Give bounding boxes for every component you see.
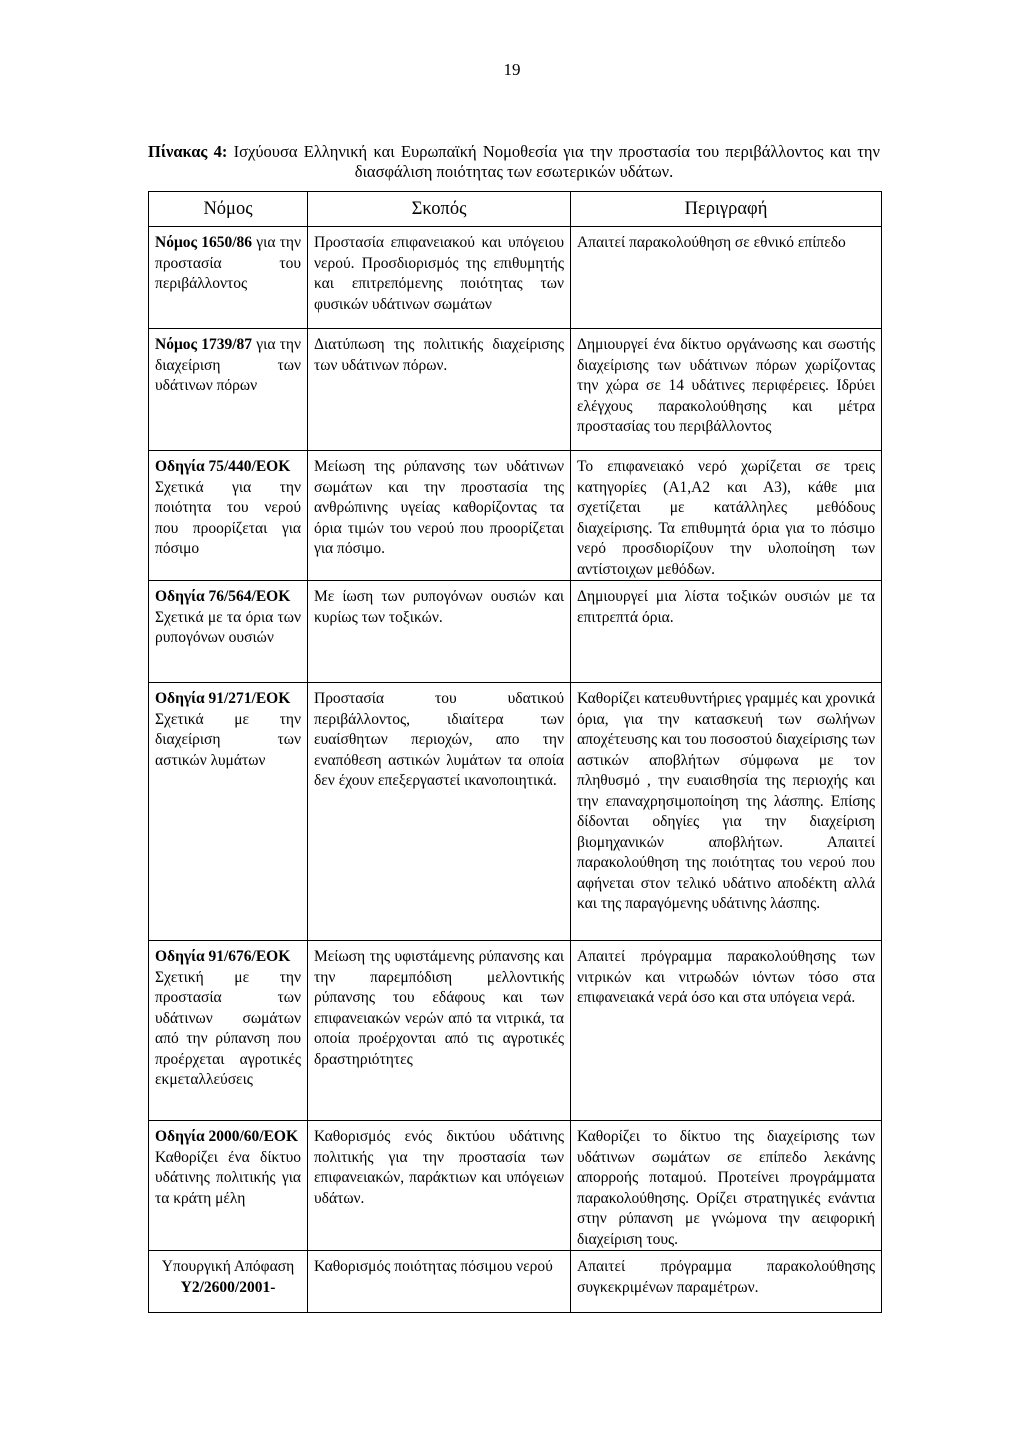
description-cell: Δημιουργεί ένα δίκτυο οργάνωσης και σωστής διαχείρισης των υδάτινων πόρων χωρίζοντας την χώρα σε 14 υδάτινες περιφέρειες. Ιδρύει ελέγχους παρακολούθησης και μέτρα προστασίας του περιβάλλοντος — [571, 329, 882, 451]
law-cell — [149, 451, 308, 581]
table-row — [149, 227, 882, 329]
description-cell: Απαιτεί πρόγραμμα παρακολούθησης συγκεκριμένων παραμέτρων. — [571, 1251, 882, 1313]
law-subject: Καθορίζει ένα δίκτυο υδάτινης πολιτικής για τα κράτη μέλη — [155, 1148, 301, 1207]
law-subject: Σχετική με την προστασία των υδάτινων σωμάτων από την ρύπανση που προέρχεται αγροτικές εκμεταλλεύσεις — [155, 968, 301, 1088]
purpose-cell: Μείωση της υφιστάμενης ρύπανσης και την παρεμπόδιση μελλοντικής ρύπανσης του εδάφους και των επιφανειακών νερών από τα νιτρικά, τα οποία προέρχονται από τις αγροτικές δραστηριότητες — [308, 941, 571, 1121]
table-row — [149, 451, 882, 581]
law-subject: Σχετικά με την διαχείριση των αστικών λυμάτων — [155, 710, 301, 769]
description-cell: Καθορίζει το δίκτυο της διαχείρισης των υδάτινων σωμάτων σε επίπεδο λεκάνης απορροής ποταμού. Προτείνει προγράμματα παρακολούθησης. Ορίζει στρατηγικές ενάντια στην ρύπανση με γνώμονα την αειφορική διαχείριση τους. — [571, 1121, 882, 1251]
law-cell — [149, 227, 308, 329]
purpose-cell: Διατύπωση της πολιτικής διαχείρισης των υδάτινων πόρων. — [308, 329, 571, 451]
law-cell — [149, 1121, 308, 1251]
description-cell: Απαιτεί παρακολούθηση σε εθνικό επίπεδο — [571, 227, 882, 329]
law-subject: Σχετικά για την ποιότητα του νερού που προορίζεται για πόσιμο — [155, 478, 301, 557]
purpose-cell: Με ίωση των ρυπογόνων ουσιών και κυρίως των τοξικών. — [308, 581, 571, 683]
purpose-cell: Προστασία επιφανειακού και υπόγειου νερού. Προσδιορισμός της επιθυμητής και επιτρεπόμενης ποιότητας των φυσικών υδάτινων σωμάτων — [308, 227, 571, 329]
law-title: Νόμος 1739/87 — [155, 336, 253, 353]
description-cell: Καθορίζει κατευθυντήριες γραμμές και χρονικά όρια, για την κατασκευή των σωλήνων αποχέτευσης και του ποσοστού διαχείρισης των αστικών αποβλήτων σύμφωνα με τον πληθυσμό , την ευαισθησία της περιοχής και την επαναχρησιμοποίηση της λάσπης. Επίσης δίδονται οδηγίες για την διαχείριση βιομηχανικών αποβλήτων. Απαιτεί παρακολούθηση της ποιότητας του νερού που αφήνεται στον τελικό υδάτινο αποδέκτη αλλά και της παραγόμενης υδάτινης λάσπης. — [571, 683, 882, 941]
law-cell — [149, 941, 308, 1121]
table-caption — [148, 142, 880, 182]
law-cell — [149, 581, 308, 683]
table-row — [149, 1121, 882, 1251]
table-row — [149, 329, 882, 451]
description-cell: Απαιτεί πρόγραμμα παρακολούθησης των νιτρικών και νιτρωδών ιόντων τόσο στα επιφανειακά νερά όσο και στα υπόγεια νερά. — [571, 941, 882, 1121]
purpose-cell: Μείωση της ρύπανσης των υδάτινων σωμάτων και την προστασία της ανθρώπινης υγείας καθορίζοντας τα όρια τιμών του νερού που προορίζεται για πόσιμο. — [308, 451, 571, 581]
header-purpose: Σκοπός — [308, 192, 571, 227]
law-title: Οδηγία 75/440/ΕΟΚ — [155, 458, 291, 475]
description-cell: Το επιφανειακό νερό χωρίζεται σε τρεις κατηγορίες (Α1,Α2 και Α3), κάθε μια σχετίζεται με κατάλληλες μεθόδους διαχείρισης. Τα επιθυμητά όρια για το πόσιμο νερό προσδιορίζουν την υλοποίηση των αντίστοιχων μεθόδων. — [571, 451, 882, 581]
law-cell — [149, 329, 308, 451]
purpose-cell: Καθορισμός ποιότητας πόσιμου νερού — [308, 1251, 571, 1313]
law-cell — [149, 683, 308, 941]
header-description: Περιγραφή — [571, 192, 882, 227]
law-subject: Σχετικά με τα όρια των ρυπογόνων ουσιών — [155, 608, 301, 646]
purpose-cell: Προστασία του υδατικού περιβάλλοντος, ιδιαίτερα των ευαίσθητων περιοχών, απο την εναπόθεση αστικών λυμάτων τα οποία δεν έχουν επεξεργαστεί ικανοποιητικά. — [308, 683, 571, 941]
law-subject: για την διαχείριση των υδάτινων πόρων — [155, 336, 302, 394]
table-row — [149, 581, 882, 683]
law-title: Οδηγία 76/564/ΕΟΚ — [155, 588, 291, 605]
header-law: Νόμος — [149, 192, 308, 227]
law-type: Υπουργική Απόφαση — [161, 1258, 295, 1275]
table-header-row — [149, 192, 882, 227]
table-row — [149, 1251, 882, 1313]
law-cell — [149, 1251, 308, 1313]
law-title: Υ2/2600/2001- — [180, 1278, 276, 1296]
legislation-table — [148, 191, 882, 1313]
law-title: Οδηγία 2000/60/ΕΟΚ — [155, 1128, 299, 1145]
purpose-cell: Καθορισμός ενός δικτύου υδάτινης πολιτικής για την προστασία των επιφανειακών, παράκτιων και υπόγειων υδάτων. — [308, 1121, 571, 1251]
description-cell: Δημιουργεί μια λίστα τοξικών ουσιών με τα επιτρεπτά όρια. — [571, 581, 882, 683]
table-row — [149, 941, 882, 1121]
page-number: 19 — [503, 60, 521, 79]
law-title: Οδηγία 91/676/ΕΟΚ — [155, 948, 291, 965]
table-row — [149, 683, 882, 941]
law-subject: για την προστασία του περιβάλλοντος — [155, 234, 302, 292]
law-title: Οδηγία 91/271/ΕΟΚ — [155, 690, 291, 707]
caption-label: Πίνακας 4: — [148, 142, 228, 161]
law-title: Νόμος 1650/86 — [155, 234, 253, 251]
caption-text: Ισχύουσα Ελληνική και Ευρωπαϊκή Νομοθεσία για την προστασία του περιβάλλοντος και την διασφάλιση ποιότητας των εσωτερικών υδάτων. — [233, 142, 881, 181]
